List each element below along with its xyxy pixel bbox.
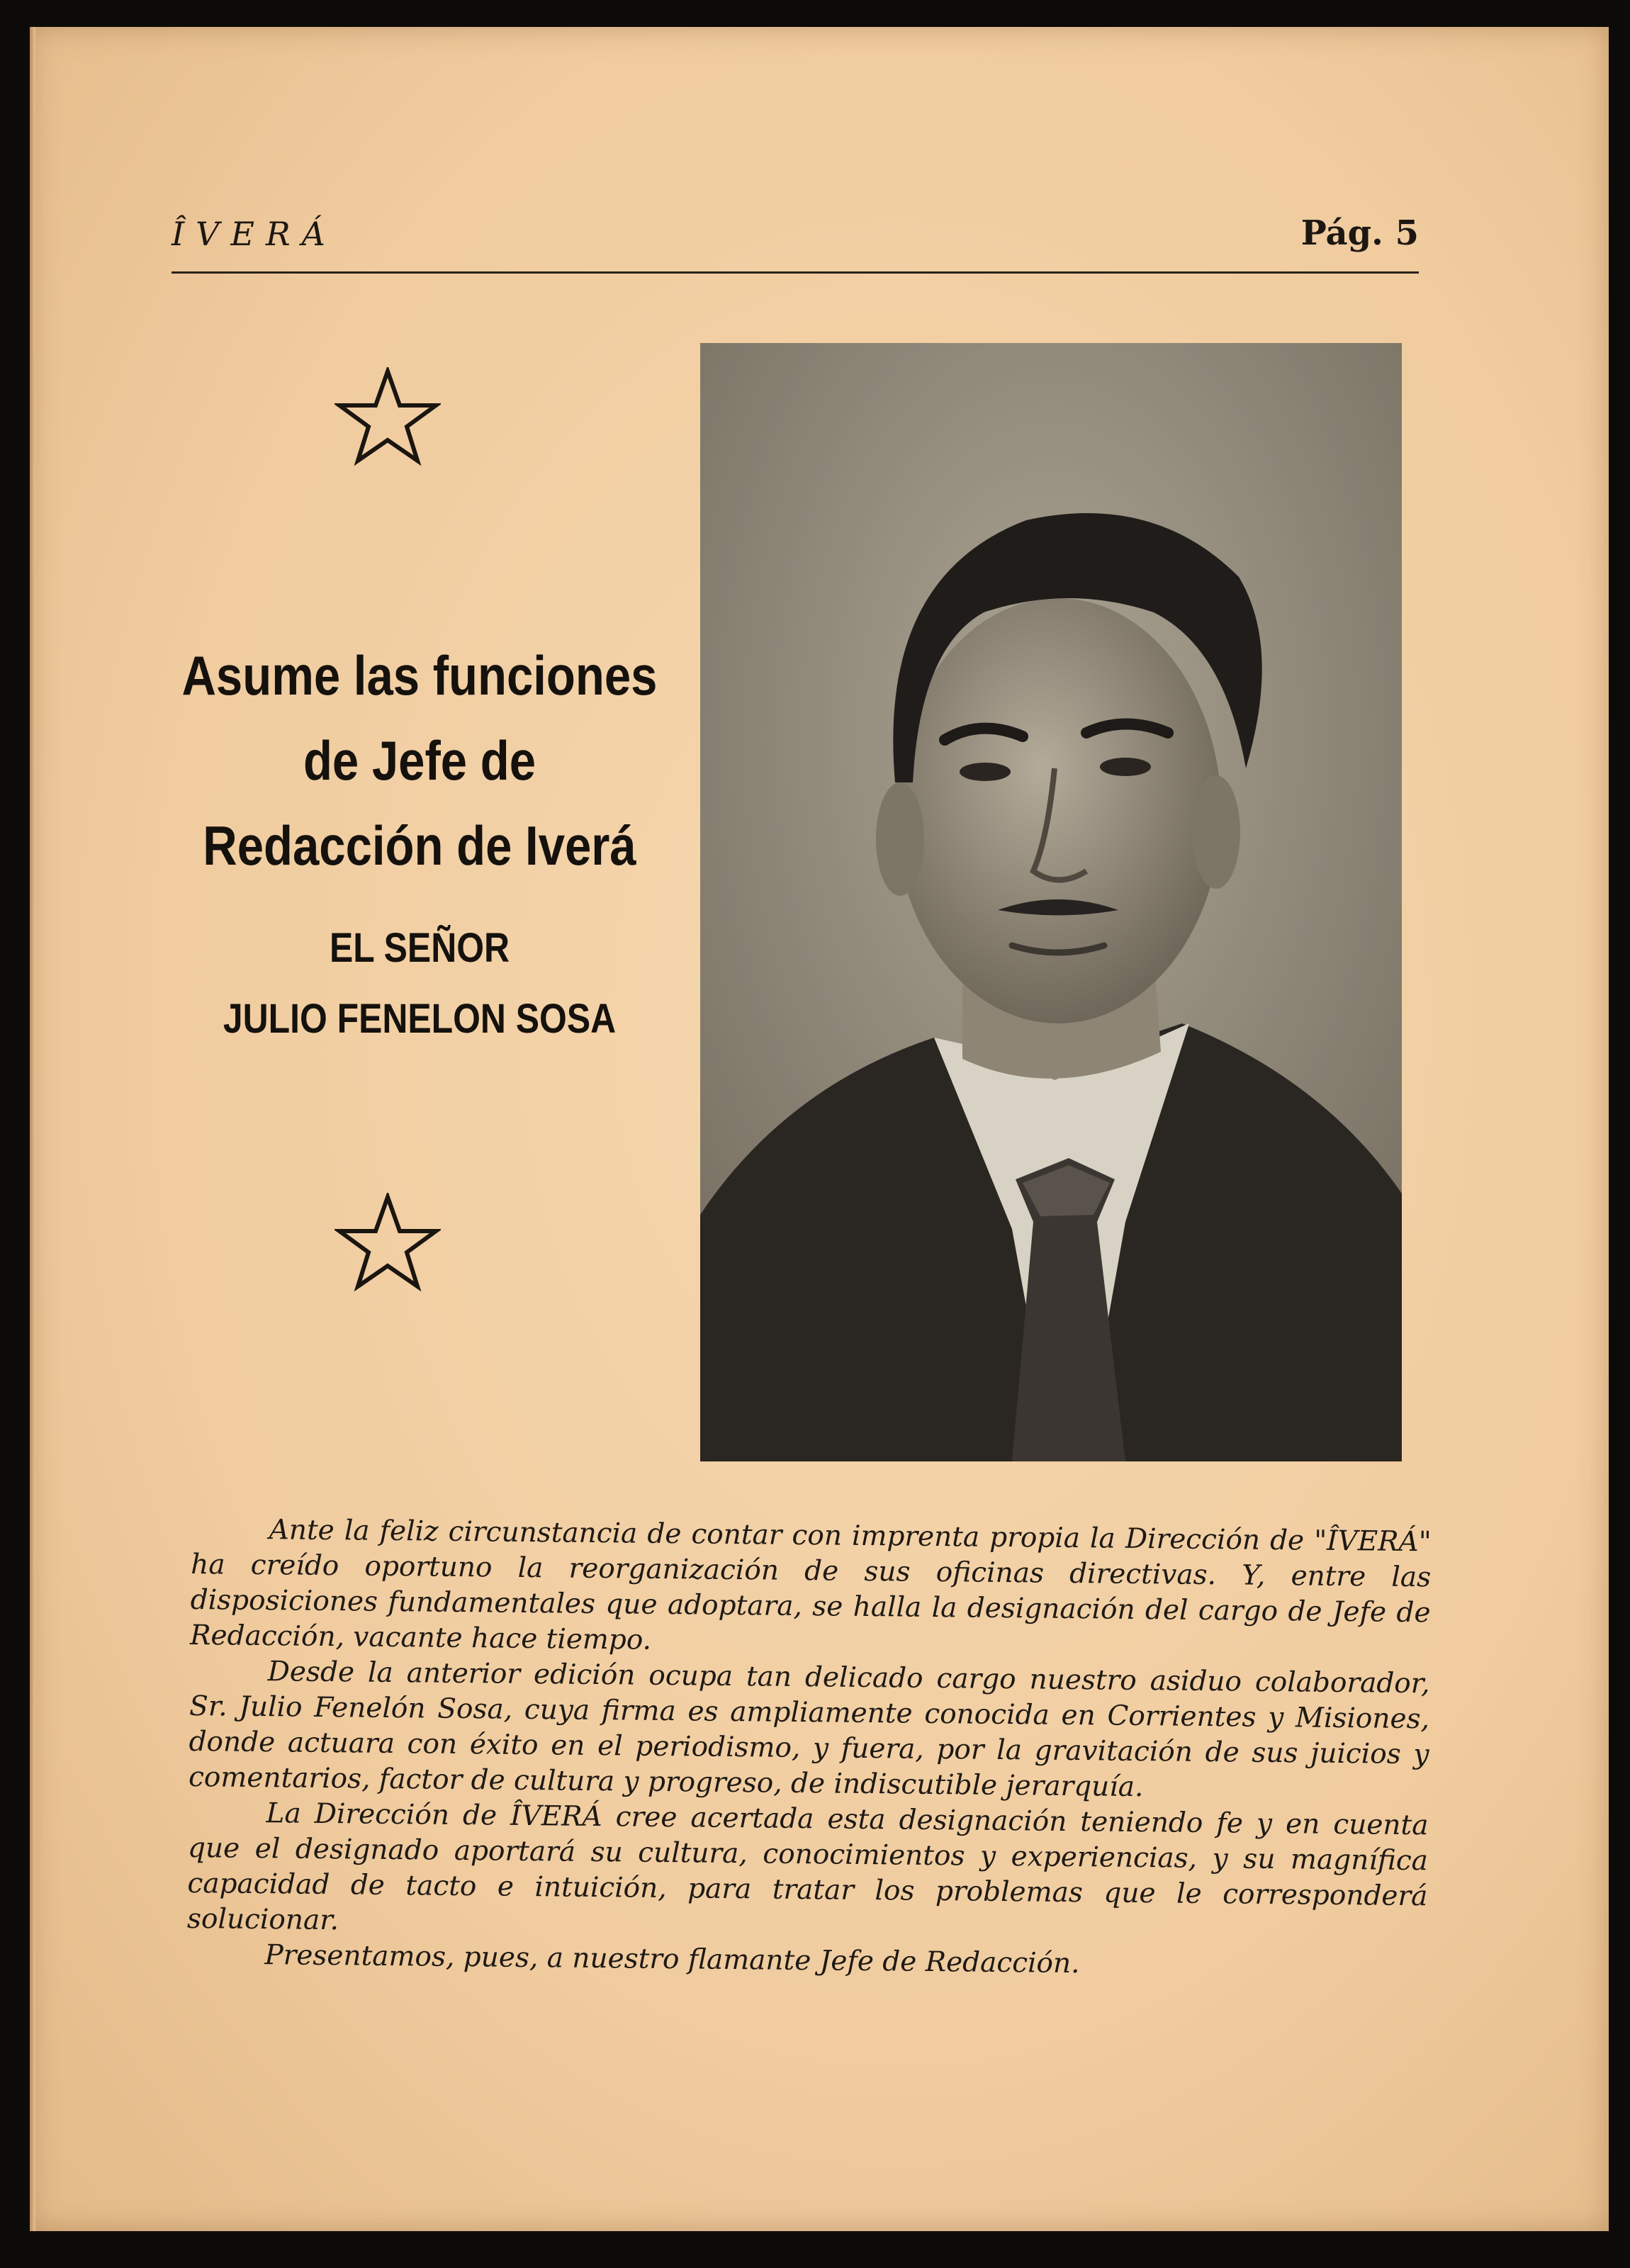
- article-body: [186, 1512, 1432, 1985]
- journal-title: ÎVERÁ: [172, 215, 337, 253]
- subhead-line: JULIO FENELON SOSA: [223, 996, 617, 1042]
- body-paragraph: Presentamos, pues, a nuestro flamante Jefe de Redacción.: [264, 1939, 1080, 1980]
- headline-line: de Jefe de: [303, 729, 536, 792]
- article-subhead: [176, 913, 663, 1055]
- portrait-illustration: [700, 343, 1402, 1461]
- body-paragraph: Desde la anterior edición ocupa tan delicado cargo nuestro asiduo colaborador, Sr. Julio Fenelón Sosa, cuya firma es ampliamente conocida en Corrientes y Misiones, donde actuara con éxito en el periodismo, y fuera, por la gravitación de sus juicios y comentarios, factor de cultura y progreso, de indiscutible jerarquía.: [188, 1656, 1430, 1804]
- portrait-photo: [700, 343, 1402, 1461]
- page-spine: [30, 27, 35, 2231]
- headline-line: Asume las funciones: [181, 644, 658, 707]
- header-rule: [172, 271, 1419, 274]
- body-paragraph: La Dirección de ÎVERÁ cree acertada esta designación teniendo fe y en cuenta que el designado aportará su cultura, conocimientos y experiencias, y su magnífica capacidad de tacto e intuición, para tratar los problemas que le corresponderá solucionar.: [186, 1797, 1429, 1937]
- page-header: [172, 208, 1419, 279]
- headline-line: Redacción de Iverá: [203, 814, 636, 877]
- body-paragraph: Ante la feliz circunstancia de contar con imprenta propia la Dirección de "ÎVERÁ" ha creído oportuno la reorganización de sus oficinas directivas. Y, entre las disposiciones fundamentales que adoptara, se halla la designación del cargo de Jefe de Redacción, vacante hace tiempo.: [189, 1514, 1432, 1656]
- star-icon: [335, 1193, 441, 1292]
- page-number: Pág. 5: [1300, 213, 1419, 253]
- article-headline: [176, 633, 663, 888]
- star-icon: [335, 367, 441, 466]
- magazine-page: [30, 27, 1609, 2231]
- subhead-line: EL SEÑOR: [329, 925, 510, 971]
